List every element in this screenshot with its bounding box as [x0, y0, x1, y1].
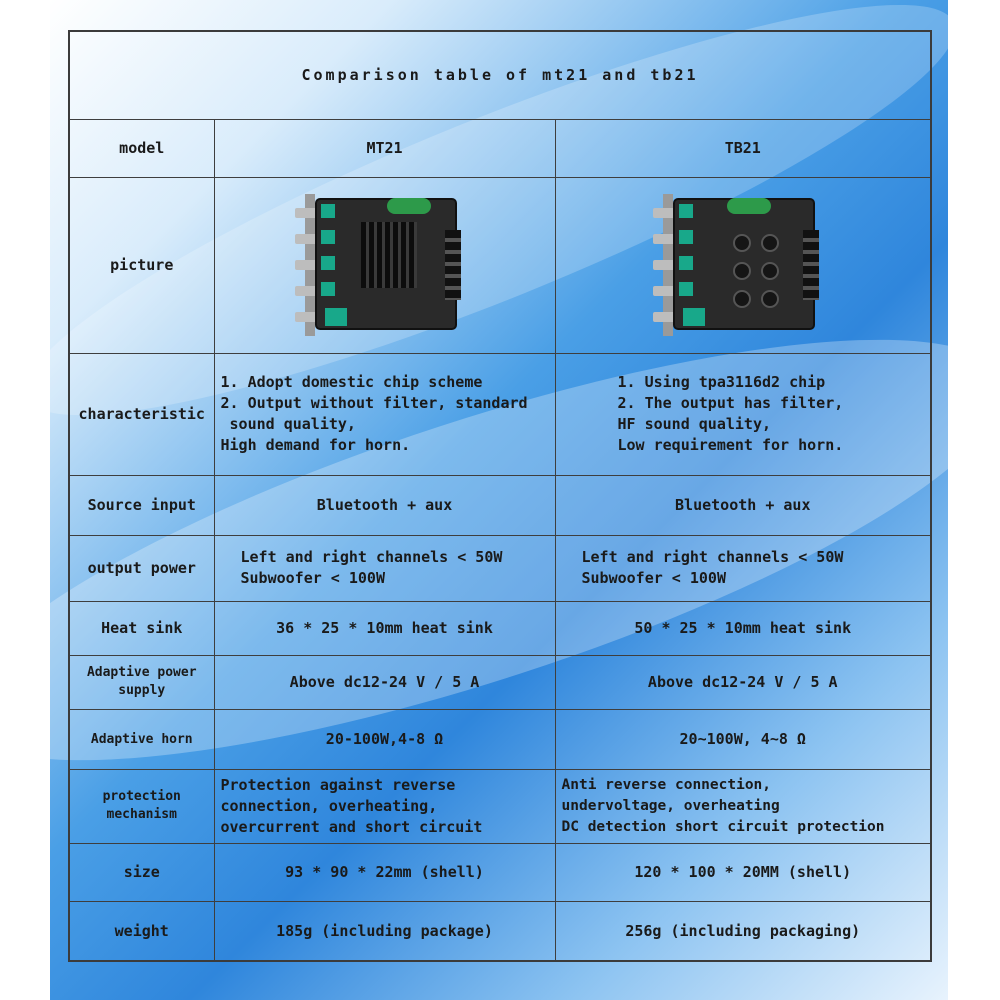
- mt21-amplifier-board-image: [295, 190, 475, 340]
- text-line: Subwoofer < 100W: [240, 569, 385, 587]
- label-line: Adaptive power: [86, 665, 197, 680]
- weight-tb21: 256g (including packaging): [555, 901, 931, 961]
- model-name-mt21: MT21: [214, 119, 555, 177]
- text-line: Low requirement for horn.: [617, 436, 844, 454]
- table-row-protection: [69, 769, 931, 843]
- text-line: 1. Adopt domestic chip scheme: [220, 373, 483, 391]
- row-label-picture: picture: [69, 177, 214, 353]
- size-tb21: 120 * 100 * 20MM (shell): [555, 843, 931, 901]
- text-line: High demand for horn.: [220, 436, 411, 454]
- label-line: supply: [118, 683, 166, 698]
- label-line: protection: [102, 789, 181, 804]
- row-label-model: model: [69, 119, 214, 177]
- text-line: Anti reverse connection,: [561, 776, 772, 793]
- table-row-heat-sink: [69, 601, 931, 655]
- row-label-adaptive-horn: Adaptive horn: [69, 709, 214, 769]
- adaptive-power-mt21: Above dc12-24 V / 5 A: [214, 655, 555, 709]
- text-line: 1. Using tpa3116d2 chip: [617, 373, 826, 391]
- text-line: Protection against reverse: [220, 775, 456, 794]
- row-label-output-power: output power: [69, 535, 214, 601]
- table-row-weight: [69, 901, 931, 961]
- heat-sink-mt21: 36 * 25 * 10mm heat sink: [214, 601, 555, 655]
- characteristic-mt21: [214, 353, 555, 475]
- text-line: Left and right channels < 50W: [581, 548, 844, 566]
- text-line: undervoltage, overheating: [561, 797, 780, 814]
- size-mt21: 93 * 90 * 22mm (shell): [214, 843, 555, 901]
- mt21-board-image: [214, 177, 555, 353]
- source-input-tb21: Bluetooth + aux: [555, 475, 931, 535]
- protection-mt21: [214, 769, 555, 843]
- table-row-picture: [69, 177, 931, 353]
- adaptive-horn-tb21: 20~100W, 4~8 Ω: [555, 709, 931, 769]
- adaptive-horn-mt21: 20-100W,4-8 Ω: [214, 709, 555, 769]
- heat-sink-tb21: 50 * 25 * 10mm heat sink: [555, 601, 931, 655]
- row-label-weight: weight: [69, 901, 214, 961]
- weight-mt21: 185g (including package): [214, 901, 555, 961]
- protection-tb21: [555, 769, 931, 843]
- row-label-characteristic: characteristic: [69, 353, 214, 475]
- table-title: Comparison table of mt21 and tb21: [69, 31, 931, 119]
- row-label-protection: [69, 769, 214, 843]
- text-line: sound quality,: [220, 415, 356, 433]
- title-row: [69, 31, 931, 119]
- characteristic-tb21: [555, 353, 931, 475]
- table-row-adaptive-power: [69, 655, 931, 709]
- adaptive-power-tb21: Above dc12-24 V / 5 A: [555, 655, 931, 709]
- text-line: HF sound quality,: [617, 415, 772, 433]
- label-line: mechanism: [106, 807, 177, 822]
- row-label-heat-sink: Heat sink: [69, 601, 214, 655]
- table-row-output-power: [69, 535, 931, 601]
- model-name-tb21: TB21: [555, 119, 931, 177]
- text-line: Subwoofer < 100W: [581, 569, 726, 587]
- output-power-tb21: [555, 535, 931, 601]
- text-line: connection, overheating,: [220, 796, 438, 815]
- tb21-board-image: [555, 177, 931, 353]
- table-row-model: [69, 119, 931, 177]
- text-line: Left and right channels < 50W: [240, 548, 503, 566]
- text-line: DC detection short circuit protection: [561, 818, 885, 835]
- row-label-adaptive-power: [69, 655, 214, 709]
- table-row-source-input: [69, 475, 931, 535]
- text-line: 2. Output without filter, standard: [220, 394, 528, 412]
- source-input-mt21: Bluetooth + aux: [214, 475, 555, 535]
- table-row-adaptive-horn: [69, 709, 931, 769]
- text-line: overcurrent and short circuit: [220, 817, 483, 836]
- row-label-source-input: Source input: [69, 475, 214, 535]
- table-row-size: [69, 843, 931, 901]
- text-line: 2. The output has filter,: [617, 394, 844, 412]
- row-label-size: size: [69, 843, 214, 901]
- tb21-amplifier-board-image: [653, 190, 833, 340]
- output-power-mt21: [214, 535, 555, 601]
- comparison-table: [68, 30, 932, 962]
- table-row-characteristic: [69, 353, 931, 475]
